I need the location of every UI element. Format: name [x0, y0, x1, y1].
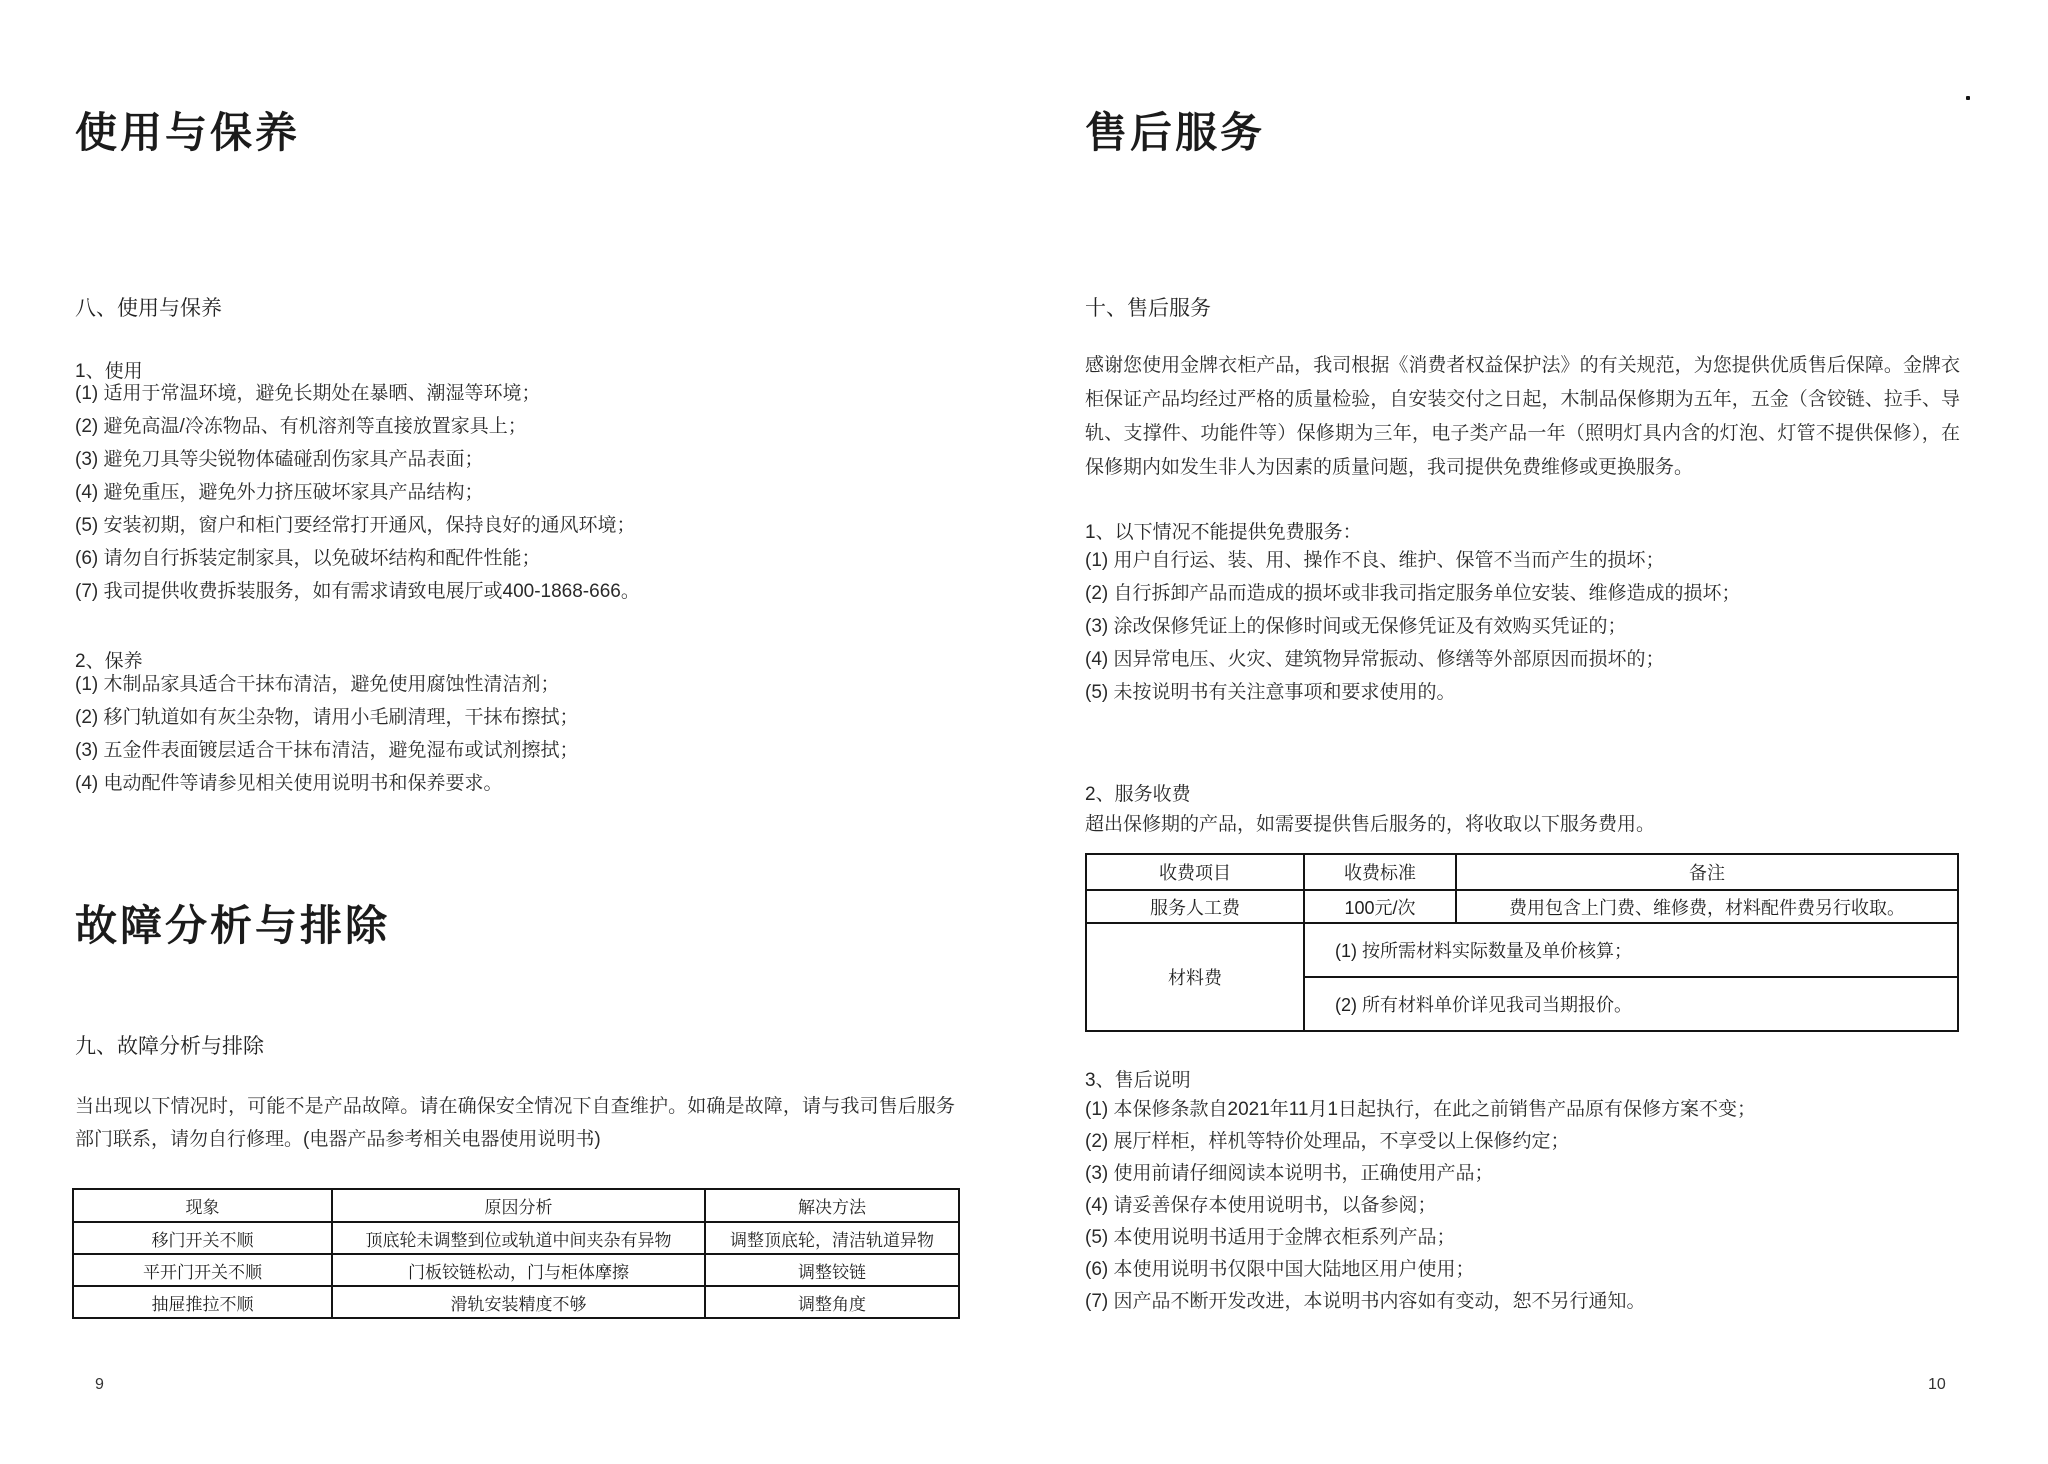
cell-solution: 调整角度 — [705, 1286, 959, 1318]
cell-solution: 调整铰链 — [705, 1254, 959, 1286]
cell-cause: 门板铰链松动，门与柜体摩擦 — [332, 1254, 705, 1286]
col-header-solution: 解决方法 — [705, 1189, 959, 1222]
list-item: (6) 请勿自行拆装定制家具，以免破坏结构和配件性能； — [75, 548, 541, 569]
col-header-fee-standard: 收费标准 — [1304, 854, 1456, 890]
fault-table — [72, 1188, 960, 1319]
section-heading-10: 十、售后服务 — [1085, 297, 1211, 320]
list-item: (3) 使用前请仔细阅读本说明书，正确使用产品； — [1085, 1163, 1494, 1184]
col-header-fee-remark: 备注 — [1456, 854, 1958, 890]
list-item: (2) 移门轨道如有灰尘杂物，请用小毛刷清理，干抹布擦拭； — [75, 707, 579, 728]
table-row — [73, 1286, 959, 1318]
service-fee-intro: 超出保修期的产品，如需要提供售后服务的，将收取以下服务费用。 — [1085, 814, 1656, 835]
section-heading-9: 九、故障分析与排除 — [75, 1035, 264, 1058]
care-subheading: 2、保养 — [75, 651, 143, 672]
page-title-after-sales: 售后服务 — [1085, 109, 1266, 156]
page-number-right: 10 — [1928, 1376, 1946, 1393]
table-header-row — [73, 1189, 959, 1222]
cell-symptom: 平开门开关不顺 — [73, 1254, 332, 1286]
page-number-left: 9 — [95, 1376, 104, 1393]
list-item: (2) 展厅样柜，样机等特价处理品，不享受以上保修约定； — [1085, 1131, 1570, 1152]
list-item: (4) 请妥善保存本使用说明书，以备参阅； — [1085, 1195, 1437, 1216]
table-row — [73, 1222, 959, 1254]
list-item: (1) 本保修条款自2021年11月1日起执行，在此之前销售产品原有保修方案不变； — [1085, 1099, 1757, 1120]
page-title-use-and-care: 使用与保养 — [75, 109, 301, 156]
after-sales-intro: 感谢您使用金牌衣柜产品，我司根据《消费者权益保护法》的有关规范，为您提供优质售后保障。金牌衣柜保证产品均经过严格的质量检验，自安装交付之日起，木制品保修期为五年，五金（含铰链、拉手、导轨、支撑件、功能件等）保修期为三年，电子类产品一年（照明灯具内含的灯泡、灯管不提供保修），在保修期内如发生非人为因素的质量问题，我司提供免费维修或更换服务。 — [1085, 355, 1960, 478]
list-item: (1) 用户自行运、装、用、操作不良、维护、保管不当而产生的损坏； — [1085, 550, 1665, 571]
cell-solution: 调整顶底轮，清洁轨道异物 — [705, 1222, 959, 1254]
fee-table — [1085, 853, 1959, 1032]
page-title-troubleshooting: 故障分析与排除 — [75, 902, 391, 949]
col-header-fee-item: 收费项目 — [1086, 854, 1304, 890]
list-item: (4) 避免重压，避免外力挤压破坏家具产品结构； — [75, 482, 484, 503]
no-free-service-list — [1085, 544, 1741, 709]
col-header-cause: 原因分析 — [332, 1189, 705, 1222]
table-row-labor — [1086, 890, 1958, 923]
list-item: (3) 五金件表面镀层适合干抹布清洁，避免湿布或试剂擦拭； — [75, 740, 579, 761]
cell-material-item: 材料费 — [1086, 923, 1304, 1031]
table-row — [73, 1254, 959, 1286]
use-list — [75, 377, 640, 608]
list-item: (5) 安装初期，窗户和柜门要经常打开通风，保持良好的通风环境； — [75, 515, 636, 536]
right-page — [1085, 0, 1963, 1464]
cell-material-note-1: (1) 按所需材料实际数量及单价核算； — [1304, 923, 1958, 977]
cell-cause: 滑轨安装精度不够 — [332, 1286, 705, 1318]
list-item: (6) 本使用说明书仅限中国大陆地区用户使用； — [1085, 1259, 1475, 1280]
troubleshooting-intro: 当出现以下情况时，可能不是产品故障。请在确保安全情况下自查维护。如确是故障，请与我司售后服务部门联系，请勿自行修理。(电器产品参考相关电器使用说明书) — [75, 1096, 955, 1150]
list-item: (3) 涂改保修凭证上的保修时间或无保修凭证及有效购买凭证的； — [1085, 616, 1627, 637]
cell-labor-item: 服务人工费 — [1086, 890, 1304, 923]
table-header-row — [1086, 854, 1958, 890]
after-sales-notes-subheading: 3、售后说明 — [1085, 1070, 1191, 1091]
cell-cause: 顶底轮未调整到位或轨道中间夹杂有异物 — [332, 1222, 705, 1254]
list-item: (4) 电动配件等请参见相关使用说明书和保养要求。 — [75, 773, 503, 794]
stray-dot — [1966, 96, 1970, 100]
list-item: (1) 木制品家具适合干抹布清洁，避免使用腐蚀性清洁剂； — [75, 674, 560, 695]
care-list — [75, 668, 579, 800]
section-heading-8: 八、使用与保养 — [75, 297, 222, 320]
list-item: (5) 本使用说明书适用于金牌衣柜系列产品； — [1085, 1227, 1456, 1248]
cell-material-note-2: (2) 所有材料单价详见我司当期报价。 — [1304, 977, 1958, 1031]
table-row-material-1 — [1086, 923, 1958, 977]
left-page — [75, 0, 960, 1464]
use-subheading: 1、使用 — [75, 361, 143, 382]
cell-labor-standard: 100元/次 — [1304, 890, 1456, 923]
list-item: (2) 避免高温/冷冻物品、有机溶剂等直接放置家具上； — [75, 416, 527, 437]
cell-labor-note: 费用包含上门费、维修费，材料配件费另行收取。 — [1456, 890, 1958, 923]
col-header-symptom: 现象 — [73, 1189, 332, 1222]
service-fee-subheading: 2、服务收费 — [1085, 784, 1191, 805]
list-item: (7) 我司提供收费拆装服务，如有需求请致电展厅或400-1868-666。 — [75, 581, 640, 602]
list-item: (3) 避免刀具等尖锐物体磕碰刮伤家具产品表面； — [75, 449, 484, 470]
list-item: (4) 因异常电压、火灾、建筑物异常振动、修缮等外部原因而损坏的； — [1085, 649, 1665, 670]
cell-symptom: 抽屉推拉不顺 — [73, 1286, 332, 1318]
list-item: (1) 适用于常温环境，避免长期处在暴晒、潮湿等环境； — [75, 383, 541, 404]
list-item: (5) 未按说明书有关注意事项和要求使用的。 — [1085, 682, 1456, 703]
after-sales-notes-list — [1085, 1094, 1756, 1318]
list-item: (2) 自行拆卸产品而造成的损坏或非我司指定服务单位安装、维修造成的损坏； — [1085, 583, 1741, 604]
list-item: (7) 因产品不断开发改进，本说明书内容如有变动，恕不另行通知。 — [1085, 1291, 1646, 1312]
cell-symptom: 移门开关不顺 — [73, 1222, 332, 1254]
no-free-service-subheading: 1、以下情况不能提供免费服务： — [1085, 522, 1362, 543]
